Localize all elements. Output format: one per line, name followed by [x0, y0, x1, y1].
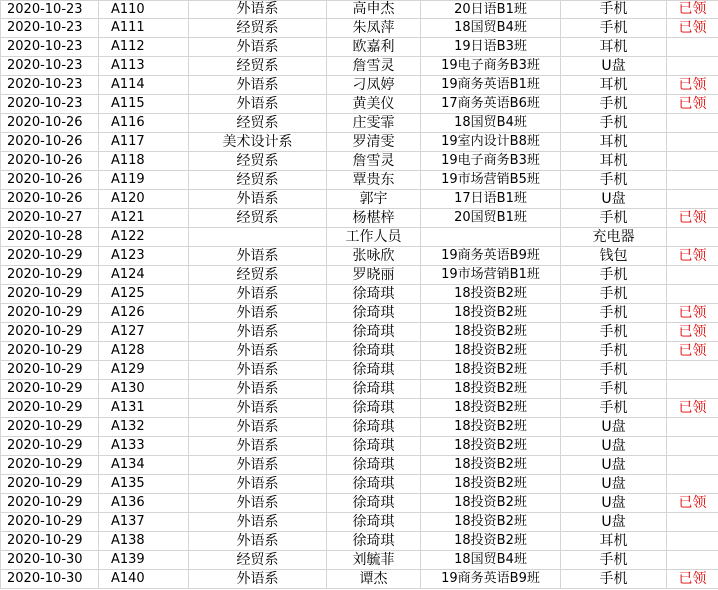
name-cell[interactable]: 黄美仪: [327, 95, 421, 114]
department-cell[interactable]: 外语系: [189, 456, 327, 475]
table-row: [1, 304, 718, 323]
date-cell[interactable]: 2020-10-23: [1, 1, 99, 19]
date-cell[interactable]: 2020-10-29: [1, 456, 99, 475]
id-cell[interactable]: A133: [99, 437, 189, 456]
department-cell[interactable]: 外语系: [189, 1, 327, 19]
department-cell[interactable]: 外语系: [189, 418, 327, 437]
status-cell[interactable]: [667, 437, 718, 456]
table-row: [1, 190, 718, 209]
name-cell[interactable]: 郭宇: [327, 190, 421, 209]
item-cell[interactable]: U盘: [561, 494, 667, 513]
department-cell[interactable]: 经贸系: [189, 114, 327, 133]
id-cell[interactable]: A138: [99, 532, 189, 551]
department-cell[interactable]: 经贸系: [189, 171, 327, 190]
table-row: [1, 494, 718, 513]
name-cell[interactable]: 工作人员: [327, 228, 421, 247]
date-cell[interactable]: 2020-10-23: [1, 19, 99, 38]
id-cell[interactable]: A140: [99, 570, 189, 589]
class-cell[interactable]: 19商务英语B9班: [421, 570, 561, 589]
id-cell[interactable]: A131: [99, 399, 189, 418]
table-row: [1, 437, 718, 456]
name-cell[interactable]: 谭杰: [327, 570, 421, 589]
department-cell[interactable]: 外语系: [189, 323, 327, 342]
table-row: [1, 551, 718, 570]
department-cell[interactable]: 经贸系: [189, 19, 327, 38]
item-cell[interactable]: 手机: [561, 114, 667, 133]
department-cell[interactable]: 外语系: [189, 38, 327, 57]
department-cell[interactable]: [189, 228, 327, 247]
name-cell[interactable]: 徐琦琪: [327, 380, 421, 399]
id-cell[interactable]: A127: [99, 323, 189, 342]
date-cell[interactable]: 2020-10-23: [1, 95, 99, 114]
table-row: [1, 532, 718, 551]
name-cell[interactable]: 徐琦琪: [327, 513, 421, 532]
status-cell[interactable]: [667, 361, 718, 380]
item-cell[interactable]: 钱包: [561, 247, 667, 266]
status-cell[interactable]: 已领: [667, 95, 718, 114]
item-cell[interactable]: 手机: [561, 361, 667, 380]
id-cell[interactable]: A115: [99, 95, 189, 114]
name-cell[interactable]: 高申杰: [327, 1, 421, 19]
date-cell[interactable]: 2020-10-26: [1, 171, 99, 190]
item-cell[interactable]: 手机: [561, 323, 667, 342]
table-row: [1, 570, 718, 589]
date-cell[interactable]: 2020-10-26: [1, 152, 99, 171]
item-cell[interactable]: 手机: [561, 19, 667, 38]
date-cell[interactable]: 2020-10-29: [1, 513, 99, 532]
id-cell[interactable]: A126: [99, 304, 189, 323]
date-cell[interactable]: 2020-10-29: [1, 323, 99, 342]
class-cell[interactable]: 20日语B1班: [421, 1, 561, 19]
class-cell[interactable]: [421, 228, 561, 247]
class-cell[interactable]: 17日语B1班: [421, 190, 561, 209]
table-row: [1, 380, 718, 399]
class-cell[interactable]: 18国贸B4班: [421, 551, 561, 570]
department-cell[interactable]: 外语系: [189, 247, 327, 266]
department-cell[interactable]: 外语系: [189, 304, 327, 323]
table-row: [1, 1, 718, 19]
name-cell[interactable]: 刘毓菲: [327, 551, 421, 570]
table-row: [1, 76, 718, 95]
status-cell[interactable]: 已领: [667, 76, 718, 95]
class-cell[interactable]: 18投资B2班: [421, 532, 561, 551]
table-row: [1, 247, 718, 266]
status-cell[interactable]: [667, 152, 718, 171]
id-cell[interactable]: A120: [99, 190, 189, 209]
item-cell[interactable]: 耳机: [561, 38, 667, 57]
status-cell[interactable]: [667, 380, 718, 399]
date-cell[interactable]: 2020-10-26: [1, 190, 99, 209]
id-cell[interactable]: A112: [99, 38, 189, 57]
table-row: [1, 95, 718, 114]
item-cell[interactable]: 耳机: [561, 133, 667, 152]
name-cell[interactable]: 徐琦琪: [327, 399, 421, 418]
item-cell[interactable]: 手机: [561, 551, 667, 570]
status-cell[interactable]: [667, 190, 718, 209]
date-cell[interactable]: 2020-10-29: [1, 494, 99, 513]
id-cell[interactable]: A119: [99, 171, 189, 190]
table-row: [1, 152, 718, 171]
class-cell[interactable]: 19商务英语B1班: [421, 76, 561, 95]
status-cell[interactable]: [667, 114, 718, 133]
class-cell[interactable]: 19商务英语B9班: [421, 247, 561, 266]
item-cell[interactable]: 手机: [561, 95, 667, 114]
date-cell[interactable]: 2020-10-29: [1, 475, 99, 494]
table-row: [1, 114, 718, 133]
table-row: [1, 513, 718, 532]
item-cell[interactable]: U盘: [561, 513, 667, 532]
name-cell[interactable]: 徐琦琪: [327, 342, 421, 361]
status-cell[interactable]: [667, 57, 718, 76]
status-cell[interactable]: 已领: [667, 209, 718, 228]
status-cell[interactable]: 已领: [667, 342, 718, 361]
name-cell[interactable]: 罗清雯: [327, 133, 421, 152]
class-cell[interactable]: 19室内设计B8班: [421, 133, 561, 152]
id-cell[interactable]: A134: [99, 456, 189, 475]
name-cell[interactable]: 覃贵东: [327, 171, 421, 190]
date-cell[interactable]: 2020-10-23: [1, 57, 99, 76]
status-cell[interactable]: [667, 285, 718, 304]
date-cell[interactable]: 2020-10-23: [1, 76, 99, 95]
item-cell[interactable]: U盘: [561, 456, 667, 475]
id-cell[interactable]: A128: [99, 342, 189, 361]
class-cell[interactable]: 18国贸B4班: [421, 114, 561, 133]
status-cell[interactable]: 已领: [667, 570, 718, 589]
table-row: [1, 38, 718, 57]
department-cell[interactable]: 外语系: [189, 380, 327, 399]
class-cell[interactable]: 19市场营销B5班: [421, 171, 561, 190]
department-cell[interactable]: 外语系: [189, 532, 327, 551]
date-cell[interactable]: 2020-10-28: [1, 228, 99, 247]
class-cell[interactable]: 17商务英语B6班: [421, 95, 561, 114]
id-cell[interactable]: A110: [99, 1, 189, 19]
table-row: [1, 19, 718, 38]
class-cell[interactable]: 18投资B2班: [421, 494, 561, 513]
status-cell[interactable]: [667, 513, 718, 532]
item-cell[interactable]: 耳机: [561, 76, 667, 95]
item-cell[interactable]: 手机: [561, 209, 667, 228]
item-cell[interactable]: 手机: [561, 1, 667, 19]
id-cell[interactable]: A139: [99, 551, 189, 570]
item-cell[interactable]: U盘: [561, 437, 667, 456]
date-cell[interactable]: 2020-10-29: [1, 361, 99, 380]
table-row: [1, 361, 718, 380]
class-cell[interactable]: 20国贸B1班: [421, 209, 561, 228]
date-cell[interactable]: 2020-10-29: [1, 437, 99, 456]
table-row: [1, 475, 718, 494]
table-row: [1, 209, 718, 228]
class-cell[interactable]: 18投资B2班: [421, 285, 561, 304]
item-cell[interactable]: U盘: [561, 475, 667, 494]
department-cell[interactable]: 经贸系: [189, 57, 327, 76]
name-cell[interactable]: 徐琦琪: [327, 418, 421, 437]
department-cell[interactable]: 外语系: [189, 190, 327, 209]
status-cell[interactable]: [667, 532, 718, 551]
name-cell[interactable]: 庄雯霏: [327, 114, 421, 133]
class-cell[interactable]: 18投资B2班: [421, 399, 561, 418]
date-cell[interactable]: 2020-10-29: [1, 285, 99, 304]
id-cell[interactable]: A135: [99, 475, 189, 494]
id-cell[interactable]: A118: [99, 152, 189, 171]
status-cell[interactable]: 已领: [667, 19, 718, 38]
department-cell[interactable]: 外语系: [189, 342, 327, 361]
item-cell[interactable]: 耳机: [561, 532, 667, 551]
department-cell[interactable]: 经贸系: [189, 152, 327, 171]
table-row: [1, 228, 718, 247]
class-cell[interactable]: 18投资B2班: [421, 456, 561, 475]
table-row: [1, 418, 718, 437]
status-cell[interactable]: 已领: [667, 494, 718, 513]
id-cell[interactable]: A129: [99, 361, 189, 380]
status-cell[interactable]: [667, 133, 718, 152]
id-cell[interactable]: A136: [99, 494, 189, 513]
department-cell[interactable]: 经贸系: [189, 551, 327, 570]
item-cell[interactable]: U盘: [561, 418, 667, 437]
item-cell[interactable]: 手机: [561, 380, 667, 399]
department-cell[interactable]: 外语系: [189, 494, 327, 513]
status-cell[interactable]: [667, 228, 718, 247]
id-cell[interactable]: A116: [99, 114, 189, 133]
department-cell[interactable]: 经贸系: [189, 209, 327, 228]
id-cell[interactable]: A122: [99, 228, 189, 247]
id-cell[interactable]: A137: [99, 513, 189, 532]
date-cell[interactable]: 2020-10-29: [1, 380, 99, 399]
table-row: [1, 399, 718, 418]
name-cell[interactable]: 徐琦琪: [327, 532, 421, 551]
item-cell[interactable]: 手机: [561, 570, 667, 589]
name-cell[interactable]: 徐琦琪: [327, 494, 421, 513]
status-cell[interactable]: [667, 475, 718, 494]
item-cell[interactable]: 手机: [561, 399, 667, 418]
date-cell[interactable]: 2020-10-29: [1, 342, 99, 361]
class-cell[interactable]: 18投资B2班: [421, 513, 561, 532]
class-cell[interactable]: 19市场营销B1班: [421, 266, 561, 285]
id-cell[interactable]: A113: [99, 57, 189, 76]
class-cell[interactable]: 18投资B2班: [421, 323, 561, 342]
date-cell[interactable]: 2020-10-30: [1, 551, 99, 570]
name-cell[interactable]: 詹雪灵: [327, 57, 421, 76]
class-cell[interactable]: 18投资B2班: [421, 475, 561, 494]
date-cell[interactable]: 2020-10-26: [1, 133, 99, 152]
name-cell[interactable]: 徐琦琪: [327, 456, 421, 475]
status-cell[interactable]: 已领: [667, 1, 718, 19]
date-cell[interactable]: 2020-10-23: [1, 38, 99, 57]
table-row: [1, 285, 718, 304]
status-cell[interactable]: [667, 266, 718, 285]
department-cell[interactable]: 外语系: [189, 475, 327, 494]
item-cell[interactable]: 手机: [561, 304, 667, 323]
item-cell[interactable]: U盘: [561, 57, 667, 76]
class-cell[interactable]: 18投资B2班: [421, 380, 561, 399]
name-cell[interactable]: 徐琦琪: [327, 475, 421, 494]
item-cell[interactable]: 手机: [561, 266, 667, 285]
department-cell[interactable]: 外语系: [189, 95, 327, 114]
class-cell[interactable]: 19电子商务B3班: [421, 57, 561, 76]
name-cell[interactable]: 欧嘉利: [327, 38, 421, 57]
id-cell[interactable]: A111: [99, 19, 189, 38]
class-cell[interactable]: 19电子商务B3班: [421, 152, 561, 171]
date-cell[interactable]: 2020-10-29: [1, 418, 99, 437]
date-cell[interactable]: 2020-10-30: [1, 570, 99, 589]
name-cell[interactable]: 杨椹梓: [327, 209, 421, 228]
table-body: [1, 1, 718, 589]
class-cell[interactable]: 18投资B2班: [421, 361, 561, 380]
name-cell[interactable]: 詹雪灵: [327, 152, 421, 171]
name-cell[interactable]: 张咏欣: [327, 247, 421, 266]
id-cell[interactable]: A130: [99, 380, 189, 399]
department-cell[interactable]: 外语系: [189, 285, 327, 304]
table-row: [1, 323, 718, 342]
id-cell[interactable]: A121: [99, 209, 189, 228]
status-cell[interactable]: [667, 38, 718, 57]
status-cell[interactable]: [667, 551, 718, 570]
table-row: [1, 133, 718, 152]
name-cell[interactable]: 刁凤婷: [327, 76, 421, 95]
name-cell[interactable]: 徐琦琪: [327, 323, 421, 342]
id-cell[interactable]: A123: [99, 247, 189, 266]
status-cell[interactable]: [667, 418, 718, 437]
id-cell[interactable]: A124: [99, 266, 189, 285]
date-cell[interactable]: 2020-10-29: [1, 304, 99, 323]
class-cell[interactable]: 19日语B3班: [421, 38, 561, 57]
department-cell[interactable]: 外语系: [189, 570, 327, 589]
name-cell[interactable]: 徐琦琪: [327, 361, 421, 380]
date-cell[interactable]: 2020-10-26: [1, 114, 99, 133]
item-cell[interactable]: U盘: [561, 190, 667, 209]
date-cell[interactable]: 2020-10-29: [1, 247, 99, 266]
department-cell[interactable]: 外语系: [189, 437, 327, 456]
item-cell[interactable]: 手机: [561, 171, 667, 190]
name-cell[interactable]: 朱凤萍: [327, 19, 421, 38]
class-cell[interactable]: 18国贸B4班: [421, 19, 561, 38]
item-cell[interactable]: 充电器: [561, 228, 667, 247]
item-cell[interactable]: 手机: [561, 342, 667, 361]
id-cell[interactable]: A117: [99, 133, 189, 152]
table-row: [1, 57, 718, 76]
table-row: [1, 266, 718, 285]
status-cell[interactable]: 已领: [667, 304, 718, 323]
department-cell[interactable]: 外语系: [189, 76, 327, 95]
department-cell[interactable]: 外语系: [189, 399, 327, 418]
class-cell[interactable]: 18投资B2班: [421, 437, 561, 456]
department-cell[interactable]: 外语系: [189, 361, 327, 380]
id-cell[interactable]: A132: [99, 418, 189, 437]
id-cell[interactable]: A125: [99, 285, 189, 304]
date-cell[interactable]: 2020-10-29: [1, 266, 99, 285]
item-cell[interactable]: 手机: [561, 285, 667, 304]
status-cell[interactable]: [667, 456, 718, 475]
table-row: [1, 342, 718, 361]
table-row: [1, 456, 718, 475]
class-cell[interactable]: 18投资B2班: [421, 304, 561, 323]
status-cell[interactable]: [667, 171, 718, 190]
department-cell[interactable]: 美术设计系: [189, 133, 327, 152]
status-cell[interactable]: 已领: [667, 247, 718, 266]
status-cell[interactable]: 已领: [667, 323, 718, 342]
department-cell[interactable]: 经贸系: [189, 266, 327, 285]
date-cell[interactable]: 2020-10-29: [1, 532, 99, 551]
name-cell[interactable]: 罗晓丽: [327, 266, 421, 285]
item-cell[interactable]: 耳机: [561, 152, 667, 171]
name-cell[interactable]: 徐琦琪: [327, 304, 421, 323]
date-cell[interactable]: 2020-10-27: [1, 209, 99, 228]
class-cell[interactable]: 18投资B2班: [421, 342, 561, 361]
class-cell[interactable]: 18投资B2班: [421, 418, 561, 437]
id-cell[interactable]: A114: [99, 76, 189, 95]
table-row: [1, 171, 718, 190]
status-cell[interactable]: 已领: [667, 399, 718, 418]
name-cell[interactable]: 徐琦琪: [327, 285, 421, 304]
date-cell[interactable]: 2020-10-29: [1, 399, 99, 418]
name-cell[interactable]: 徐琦琪: [327, 437, 421, 456]
department-cell[interactable]: 外语系: [189, 513, 327, 532]
